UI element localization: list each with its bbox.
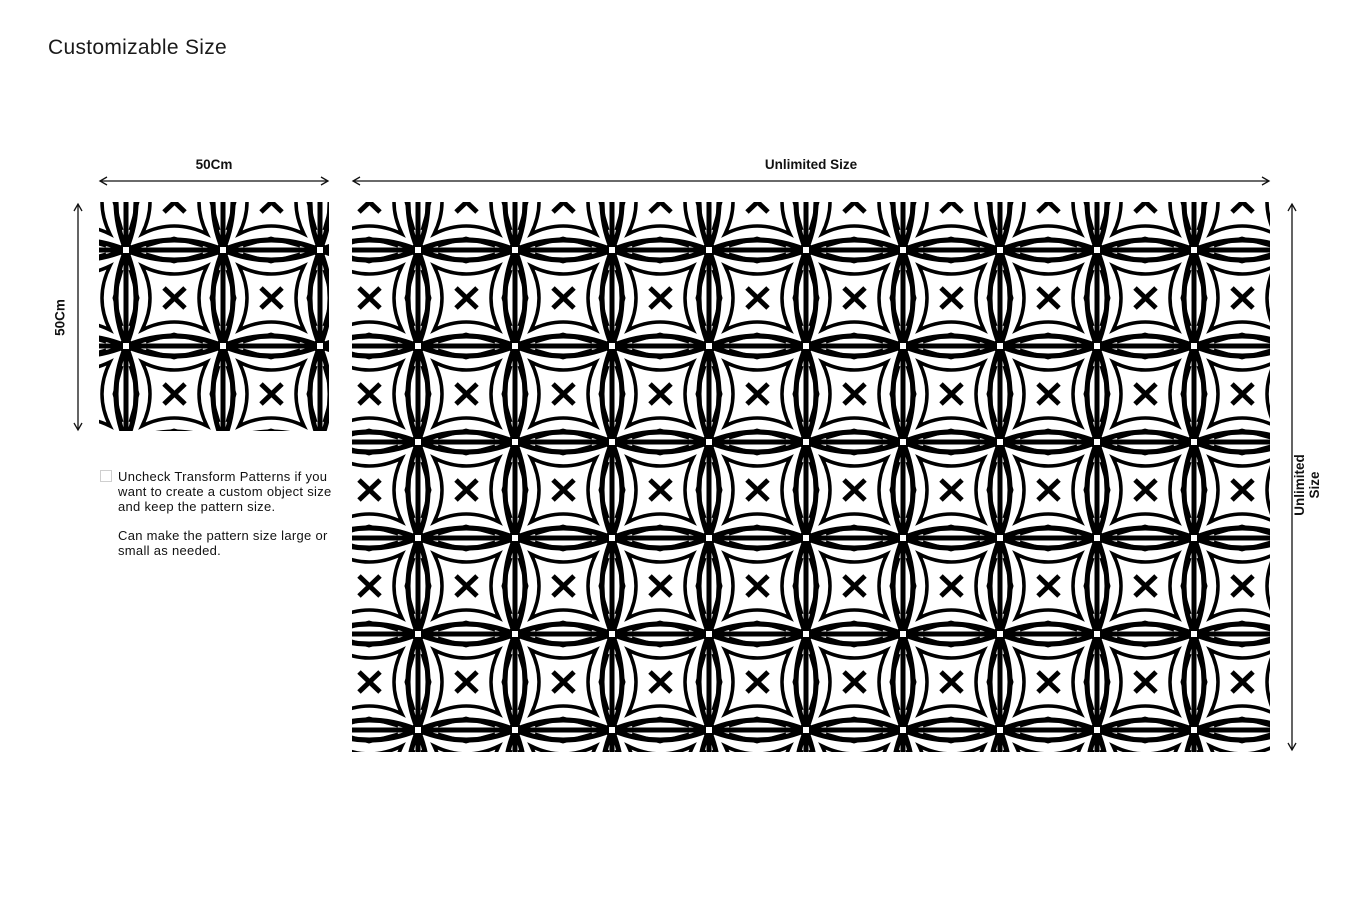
pattern-swatch-small [99, 202, 329, 431]
small-width-label: 50Cm [195, 157, 233, 172]
big-width-label: Unlimited Size [764, 157, 858, 172]
note-text-1: Uncheck Transform Patterns if you want to create a custom object size and keep the pattern size. [118, 469, 332, 514]
pattern-swatch-large [352, 202, 1270, 752]
transform-note [100, 469, 340, 572]
page-title: Customizable Size [48, 36, 228, 59]
note-text-2: Can make the pattern size large or small as needed. [118, 528, 328, 558]
small-height-label: 50Cm [52, 299, 68, 336]
transform-patterns-checkbox[interactable] [100, 470, 112, 482]
big-height-label: Unlimited Size [1292, 454, 1322, 516]
